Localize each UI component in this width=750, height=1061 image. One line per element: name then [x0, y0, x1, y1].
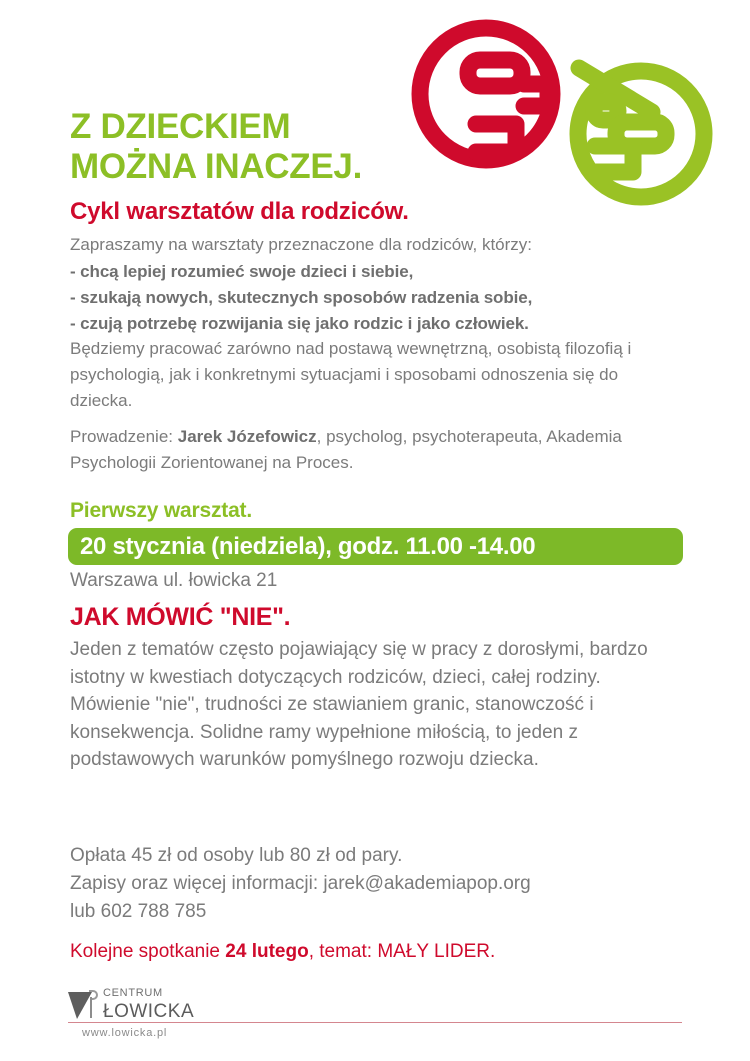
topic-description	[70, 636, 695, 774]
date-banner-text: 20 stycznia (niedziela), godz. 11.00 -14.00	[80, 532, 536, 560]
leader-credentials: , psycholog, psychoterapeuta, Akademia Psychologii Zorientowanej na Proces.	[70, 427, 622, 472]
list-item: - szukają nowych, skutecznych sposobów radzenia sobie,	[70, 287, 533, 307]
section-label-first-workshop: Pierwszy warsztat.	[70, 499, 252, 522]
logo-wordmark	[103, 986, 194, 1021]
intro-block	[70, 232, 670, 337]
logo-top-word: CENTRUM	[103, 987, 163, 999]
centrum-lowicka-logo-icon	[66, 986, 100, 1022]
intro-bullet-list	[70, 259, 670, 336]
method-paragraph: Będziemy pracować zarówno nad postawą wewnętrzną, osobistą filozofią i psychologią, jak i konkretnymi sytuacjami i sposobami odnoszenia się do dziecka.	[70, 339, 632, 410]
venue-address: Warszawa ul. łowicka 21	[70, 570, 278, 591]
next-meeting-topic: , temat: MAŁY LIDER.	[308, 941, 496, 962]
logo-bottom-word: ŁOWICKA	[103, 1001, 195, 1022]
signup-line: Zapisy oraz więcej informacji: jarek@akademiapop.org	[70, 873, 531, 895]
next-meeting-date: 24 lutego	[225, 941, 309, 962]
practical-info	[70, 842, 690, 926]
footer-logo	[66, 986, 194, 1022]
page-title	[70, 107, 490, 187]
list-item: - czują potrzebę rozwijania się jako rodzic i jako człowiek.	[70, 313, 529, 333]
headline-line-2: MOŻNA INACZEJ.	[70, 146, 363, 186]
leader-name: Jarek Józefowicz	[177, 427, 317, 446]
headline-line-1: Z DZIECKIEM	[70, 107, 291, 146]
phone-line: lub 602 788 785	[70, 901, 207, 923]
subtitle: Cykl warsztatów dla rodziców.	[70, 198, 409, 225]
list-item: - chcą lepiej rozumieć swoje dzieci i siebie,	[70, 262, 414, 282]
date-banner	[68, 528, 683, 565]
price-line: Opłata 45 zł od osoby lub 80 zł od pary.	[70, 845, 403, 866]
intro-lead: Zapraszamy na warsztaty przeznaczone dla rodziców, którzy:	[70, 235, 533, 254]
next-meeting-line	[70, 941, 495, 963]
leader-label: Prowadzenie:	[70, 427, 178, 446]
footer-divider	[68, 1022, 682, 1023]
topic-paragraph-1: Jeden z tematów często pojawiający się w pracy z dorosłymi, bardzo istotny w kwestiach dotyczących rodziców, dzieci, całej rodziny.	[70, 639, 648, 688]
topic-paragraph-2: Mówienie "nie", trudności ze stawianiem granic, stanowczość i konsekwencja. Solidne ramy wypełnione miłością, to jeden z podstawowych warunków pomyślnego rozwoju dziecka.	[70, 694, 594, 771]
topic-title: JAK MÓWIĆ "NIE".	[70, 603, 291, 631]
footer-website-url: www.lowicka.pl	[82, 1027, 168, 1039]
green-face-icon	[578, 68, 704, 197]
next-meeting-prefix: Kolejne spotkanie	[70, 941, 226, 962]
leader-paragraph	[70, 424, 680, 476]
